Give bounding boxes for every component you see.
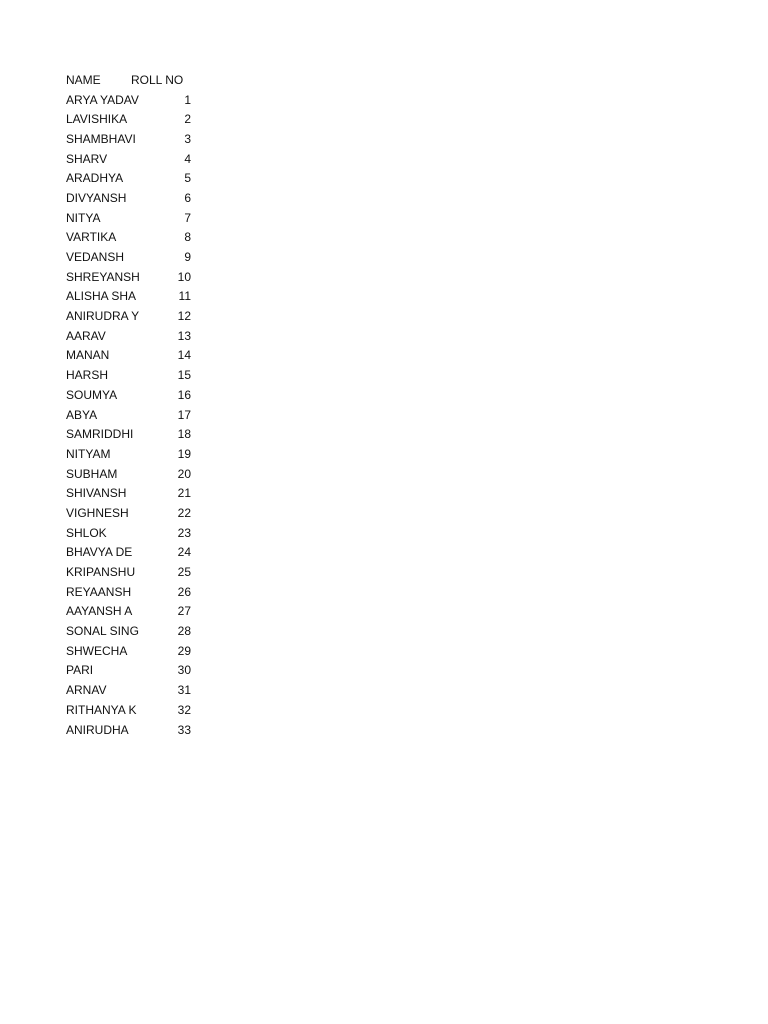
roll-number-cell: 28 [177,624,191,639]
table-row [66,523,191,543]
student-name-cell: AARAV [66,328,106,343]
roll-number-cell: 18 [177,427,191,442]
table-row [66,424,191,444]
roll-number-cell: 15 [177,368,191,383]
student-name-cell: VIGHNESH [66,505,129,520]
roll-list-table [66,70,191,739]
roll-number-cell: 25 [177,565,191,580]
student-name-cell: KRIPANSHU [66,565,136,580]
table-row [66,700,191,720]
roll-number-cell: 8 [184,230,191,245]
student-name-cell: SONAL SING [66,624,139,639]
table-row [66,346,191,366]
table-row [66,444,191,464]
student-name-cell: ARADHYA [66,171,124,186]
table-row [66,149,191,169]
roll-number-cell: 20 [177,466,191,481]
roll-number-cell: 33 [177,722,191,737]
table-row [66,306,191,326]
table-row [66,326,191,346]
student-name-cell: ARYA YADAV [66,92,139,107]
table-row [66,228,191,248]
roll-number-cell: 4 [184,151,191,166]
table-row [66,483,191,503]
table-row [66,247,191,267]
roll-number-cell: 21 [177,486,191,501]
student-name-cell: AAYANSH A [66,604,133,619]
roll-number-cell: 22 [177,505,191,520]
roll-number-cell: 17 [177,407,191,422]
roll-number-cell: 7 [184,210,191,225]
table-header-row [66,70,191,90]
student-name-cell: DIVYANSH [66,190,127,205]
roll-number-cell: 6 [184,190,191,205]
student-name-cell: SUBHAM [66,466,118,481]
table-row [66,464,191,484]
table-row [66,543,191,563]
student-name-cell: SHWECHA [66,643,128,658]
roll-number-cell: 9 [184,250,191,265]
student-name-cell: LAVISHIKA [66,112,128,127]
roll-number-cell: 24 [177,545,191,560]
roll-number-cell: 10 [177,269,191,284]
student-name-cell: ANIRUDRA Y [66,309,140,324]
student-name-cell: ABYA [66,407,98,422]
roll-number-cell: 2 [184,112,191,127]
table-row [66,267,191,287]
student-name-cell: SHREYANSH [66,269,140,284]
student-name-cell: SHLOK [66,525,107,540]
table-row [66,365,191,385]
student-name-cell: HARSH [66,368,109,383]
student-name-cell: SAMRIDDHI [66,427,134,442]
student-name-cell: MANAN [66,348,110,363]
table-row [66,109,191,129]
student-name-cell: ARNAV [66,683,107,698]
roll-number-cell: 19 [177,446,191,461]
table-row [66,680,191,700]
student-name-cell: SHARV [66,151,108,166]
table-row [66,129,191,149]
roll-number-cell: 23 [177,525,191,540]
table-row [66,405,191,425]
roll-number-cell: 5 [184,171,191,186]
table-row [66,188,191,208]
table-row [66,582,191,602]
student-name-cell: RITHANYA K [66,702,137,717]
table-row [66,661,191,681]
table-row [66,385,191,405]
header-name: NAME [66,72,101,87]
roll-number-cell: 32 [177,702,191,717]
table-row [66,90,191,110]
roll-number-cell: 13 [177,328,191,343]
student-name-cell: SHAMBHAVI [66,131,136,146]
student-name-cell: VARTIKA [66,230,117,245]
student-name-cell: VEDANSH [66,250,125,265]
roll-number-cell: 29 [177,643,191,658]
roll-number-cell: 11 [178,289,191,304]
table-row [66,562,191,582]
student-name-cell: BHAVYA DE [66,545,133,560]
student-name-cell: SHIVANSH [66,486,127,501]
table-row [66,503,191,523]
table-body [66,90,191,740]
table-row [66,720,191,740]
student-name-cell: PARI [66,663,94,678]
student-name-cell: ALISHA SHA [66,289,137,304]
roll-number-cell: 26 [177,584,191,599]
student-name-cell: NITYAM [66,446,111,461]
roll-number-cell: 30 [177,663,191,678]
student-name-cell: NITYA [66,210,101,225]
table-row [66,287,191,307]
roll-number-cell: 14 [177,348,191,363]
table-row [66,641,191,661]
roll-number-cell: 16 [177,387,191,402]
roll-number-cell: 12 [177,309,191,324]
table-row [66,168,191,188]
table-row [66,602,191,622]
table-row [66,208,191,228]
student-name-cell: SOUMYA [66,387,118,402]
roll-number-cell: 31 [177,683,191,698]
student-name-cell: ANIRUDHA [66,722,129,737]
table-row [66,621,191,641]
roll-number-cell: 3 [184,131,191,146]
roll-number-cell: 1 [184,92,191,107]
header-roll-no: ROLL NO [131,72,184,87]
student-name-cell: REYAANSH [66,584,132,599]
roll-number-cell: 27 [177,604,191,619]
